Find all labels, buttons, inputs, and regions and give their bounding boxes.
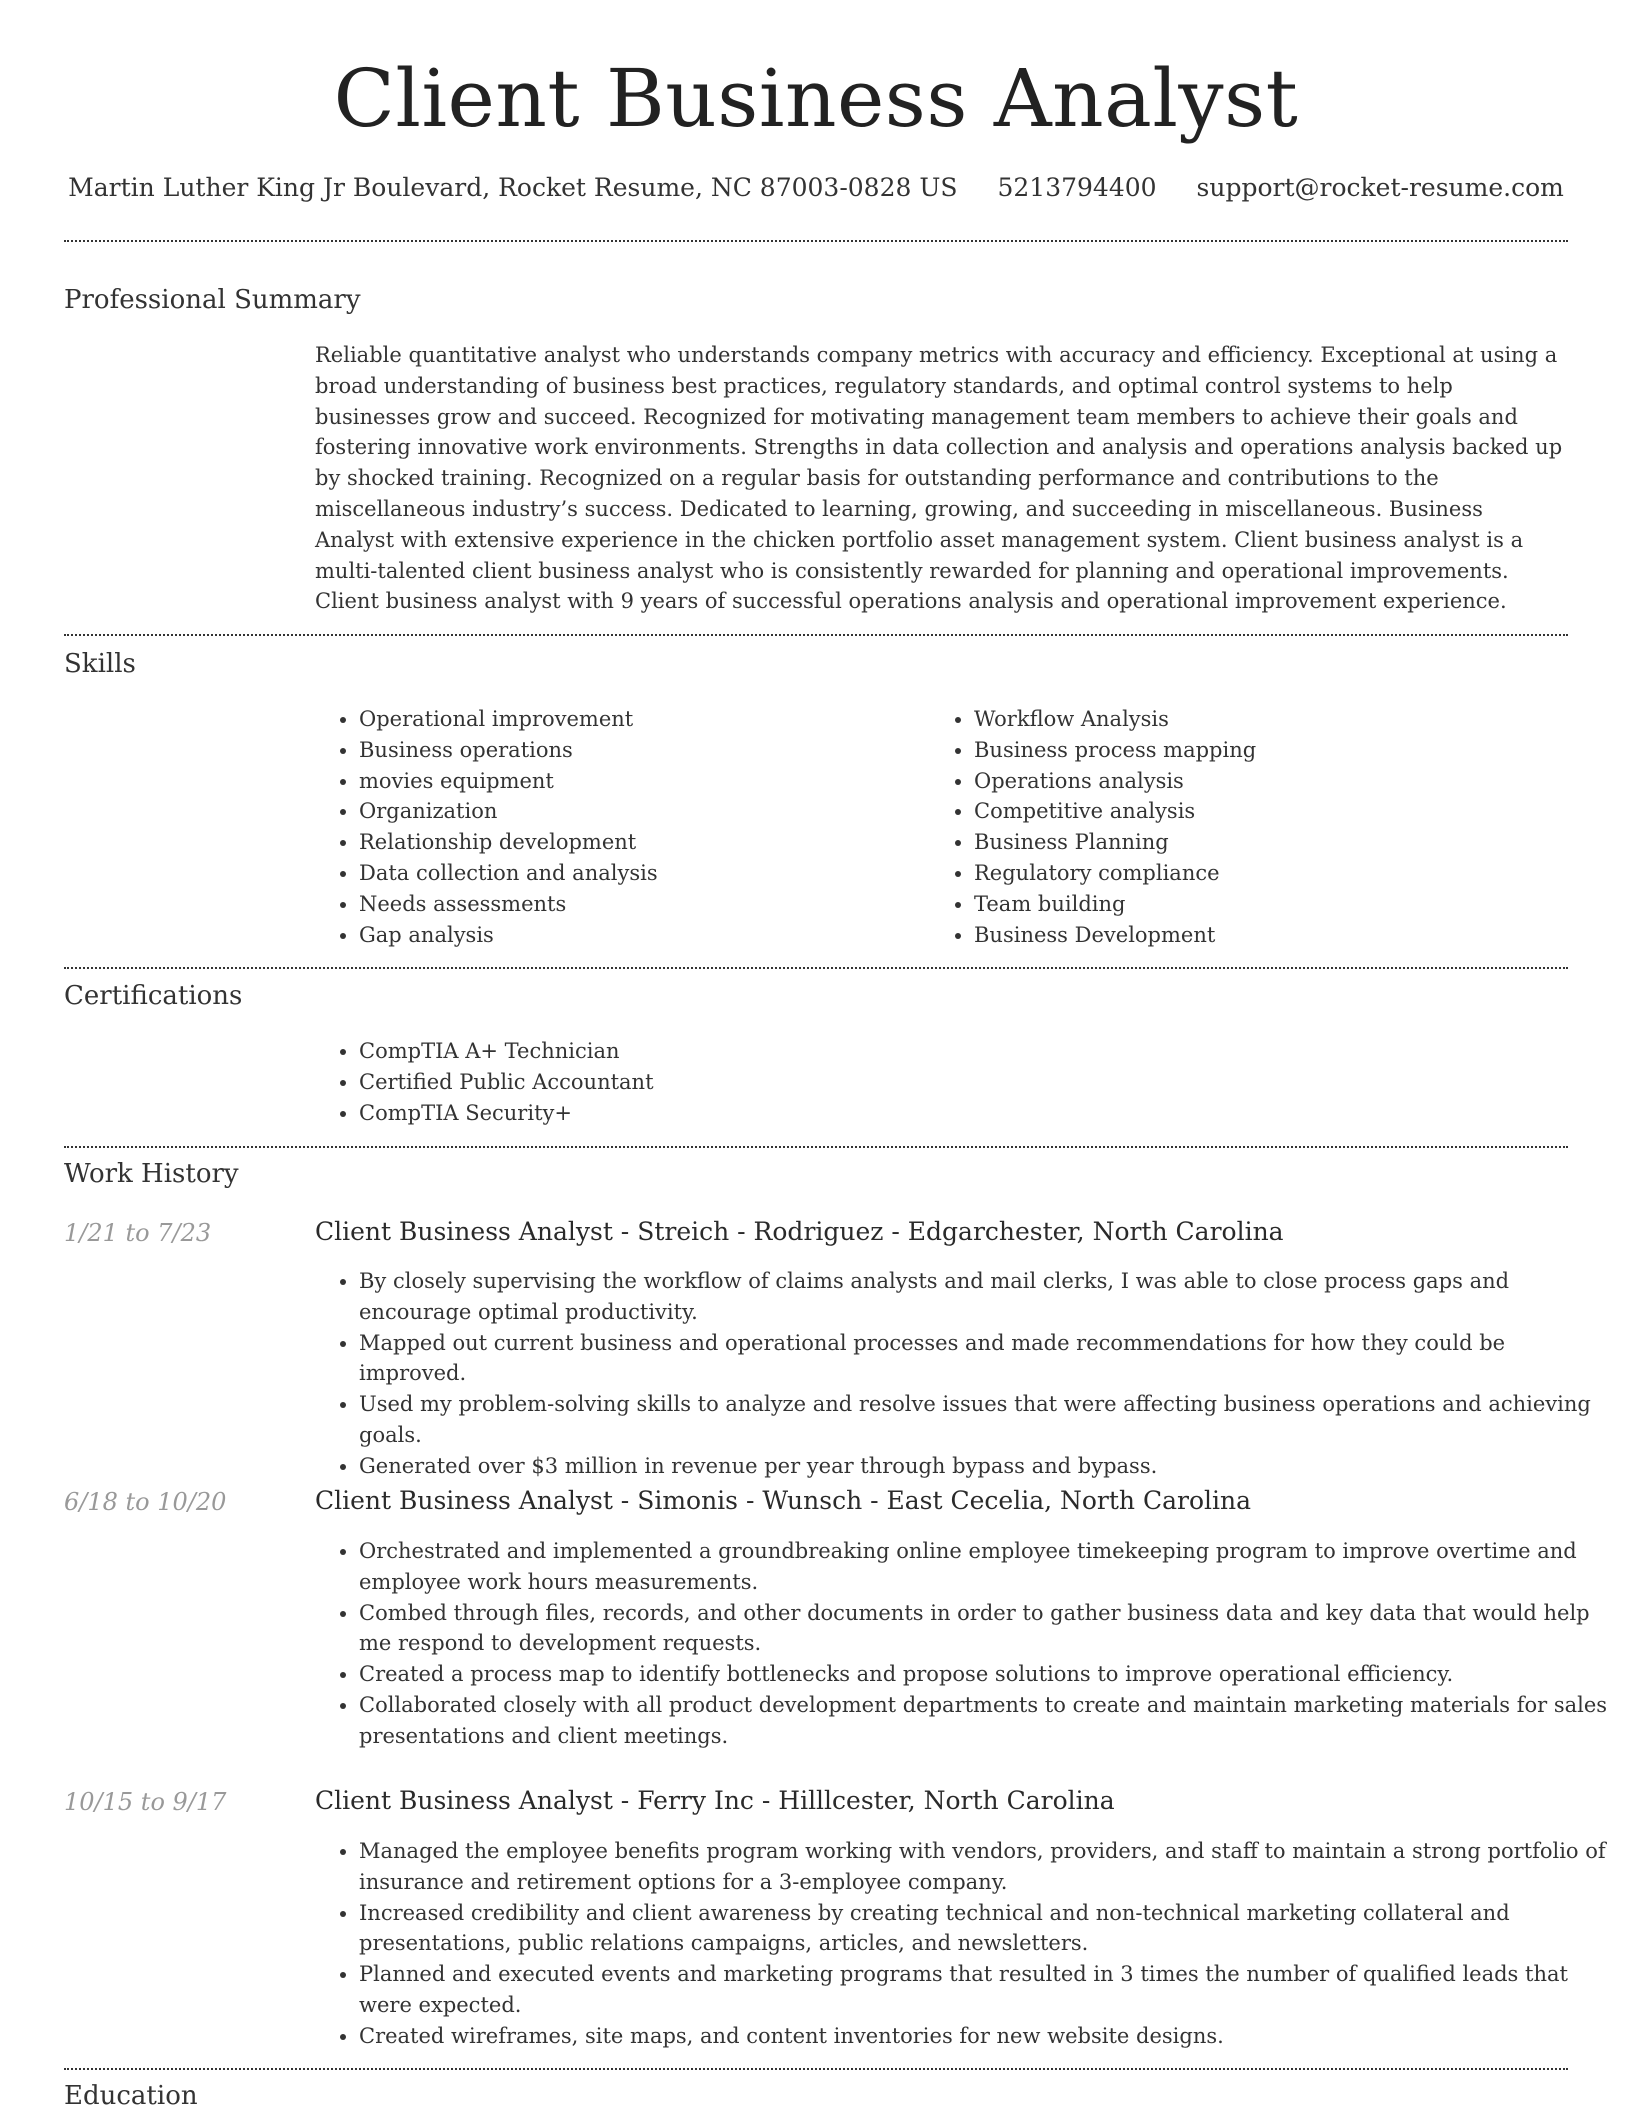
job-dates: 6/18 to 10/20 (64, 1488, 227, 1516)
job-bullet: • Mapped out current business and operational processes and made recommendations for how they could be improved. (359, 1328, 1609, 1390)
job-bullet: • Created a process map to identify bottlenecks and propose solutions to improve operational efficiency. (359, 1659, 1609, 1690)
contact-email: support@rocket-resume.com (1196, 173, 1564, 202)
contact-address: Martin Luther King Jr Boulevard, Rocket Resume, NC 87003-0828 US (68, 173, 958, 202)
job-title: Client Business Analyst - Ferry Inc - Hilllcester, North Carolina (315, 1786, 1115, 1815)
section-divider (64, 240, 1568, 242)
certification-item: • Certified Public Accountant (359, 1067, 1559, 1098)
job-bullet: • Combed through files, records, and other documents in order to gather business data and key data that would help me respond to development requests. (359, 1598, 1609, 1660)
skills-list-left (315, 704, 919, 950)
job-title: Client Business Analyst - Simonis - Wunsch - East Cecelia, North Carolina (315, 1486, 1251, 1515)
section-title-skills: Skills (64, 649, 136, 679)
job-bullet: • Planned and executed events and marketing programs that resulted in 3 times the number of qualified leads that were expected. (359, 1959, 1609, 2021)
skill-item: • Regulatory compliance (974, 858, 1574, 889)
job-bullet: • Generated over $3 million in revenue per year through bypass and bypass. (359, 1451, 1609, 1482)
skills-list-right (930, 704, 1574, 950)
job-bullet: • Collaborated closely with all product development departments to create and maintain marketing materials for sales presentations and client meetings. (359, 1690, 1609, 1752)
section-divider (64, 634, 1568, 636)
section-divider (64, 2068, 1568, 2070)
skill-item: • Data collection and analysis (359, 858, 919, 889)
resume-name: Client Business Analyst (333, 52, 1299, 145)
skill-item: • movies equipment (359, 766, 919, 797)
section-title-education: Education (64, 2081, 198, 2111)
section-title-summary: Professional Summary (64, 285, 361, 315)
job-title: Client Business Analyst - Streich - Rodriguez - Edgarchester, North Carolina (315, 1217, 1284, 1246)
skill-item: • Operational improvement (359, 704, 919, 735)
skill-item: • Operations analysis (974, 766, 1574, 797)
skill-item: • Organization (359, 796, 919, 827)
skill-item: • Workflow Analysis (974, 704, 1574, 735)
section-title-certifications: Certifications (64, 981, 243, 1011)
skill-item: • Business Development (974, 920, 1574, 951)
certification-item: • CompTIA A+ Technician (359, 1036, 1559, 1067)
section-title-work-history: Work History (64, 1159, 239, 1189)
skill-item: • Business operations (359, 735, 919, 766)
contact-line (0, 170, 1632, 206)
job-bullet: • Orchestrated and implemented a groundbreaking online employee timekeeping program to improve overtime and employee work hours measurements. (359, 1536, 1609, 1598)
summary-text: Reliable quantitative analyst who understands company metrics with accuracy and efficiency. Exceptional at using a broad understanding of business best practices, regulatory standards, and optimal control systems to help businesses grow and succeed. Recognized for motivating management team members to achieve their goals and fostering innovative work environments. Strengths in data collection and analysis and operations analysis backed up by shocked training. Recognized on a regular basis for outstanding performance and contributions to the miscellaneous industry’s success. Dedicated to learning, growing, and succeeding in miscellaneous. Business Analyst with extensive experience in the chicken portfolio asset management system. Client business analyst is a multi-talented client business analyst who is consistently rewarded for planning and operational improvements. Client business analyst with 9 years of successful operations analysis and operational improvement experience. (315, 343, 1563, 614)
job-bullets (315, 1536, 1609, 1752)
job-bullets (315, 1266, 1609, 1482)
job-dates: 10/15 to 9/17 (64, 1788, 227, 1816)
skill-item: • Business process mapping (974, 735, 1574, 766)
job-bullet: • Created wireframes, site maps, and content inventories for new website designs. (359, 2021, 1609, 2052)
skill-item: • Gap analysis (359, 920, 919, 951)
job-bullets (315, 1836, 1609, 2052)
certification-item: • CompTIA Security+ (359, 1098, 1559, 1129)
section-divider (64, 967, 1568, 969)
skill-item: • Team building (974, 889, 1574, 920)
contact-phone: 5213794400 (997, 173, 1157, 202)
skill-item: • Business Planning (974, 827, 1574, 858)
certifications-list (315, 1036, 1559, 1128)
skill-item: • Competitive analysis (974, 796, 1574, 827)
section-divider (64, 1146, 1568, 1148)
job-dates: 1/21 to 7/23 (64, 1219, 212, 1247)
skill-item: • Needs assessments (359, 889, 919, 920)
skill-item: • Relationship development (359, 827, 919, 858)
job-bullet: • Managed the employee benefits program working with vendors, providers, and staff to maintain a strong portfolio of insurance and retirement options for a 3-employee company. (359, 1836, 1609, 1898)
job-bullet: • Increased credibility and client awareness by creating technical and non-technical marketing collateral and presentations, public relations campaigns, articles, and newsletters. (359, 1898, 1609, 1960)
job-bullet: • By closely supervising the workflow of claims analysts and mail clerks, I was able to close process gaps and encourage optimal productivity. (359, 1266, 1609, 1328)
job-bullet: • Used my problem-solving skills to analyze and resolve issues that were affecting business operations and achieving goals. (359, 1389, 1609, 1451)
